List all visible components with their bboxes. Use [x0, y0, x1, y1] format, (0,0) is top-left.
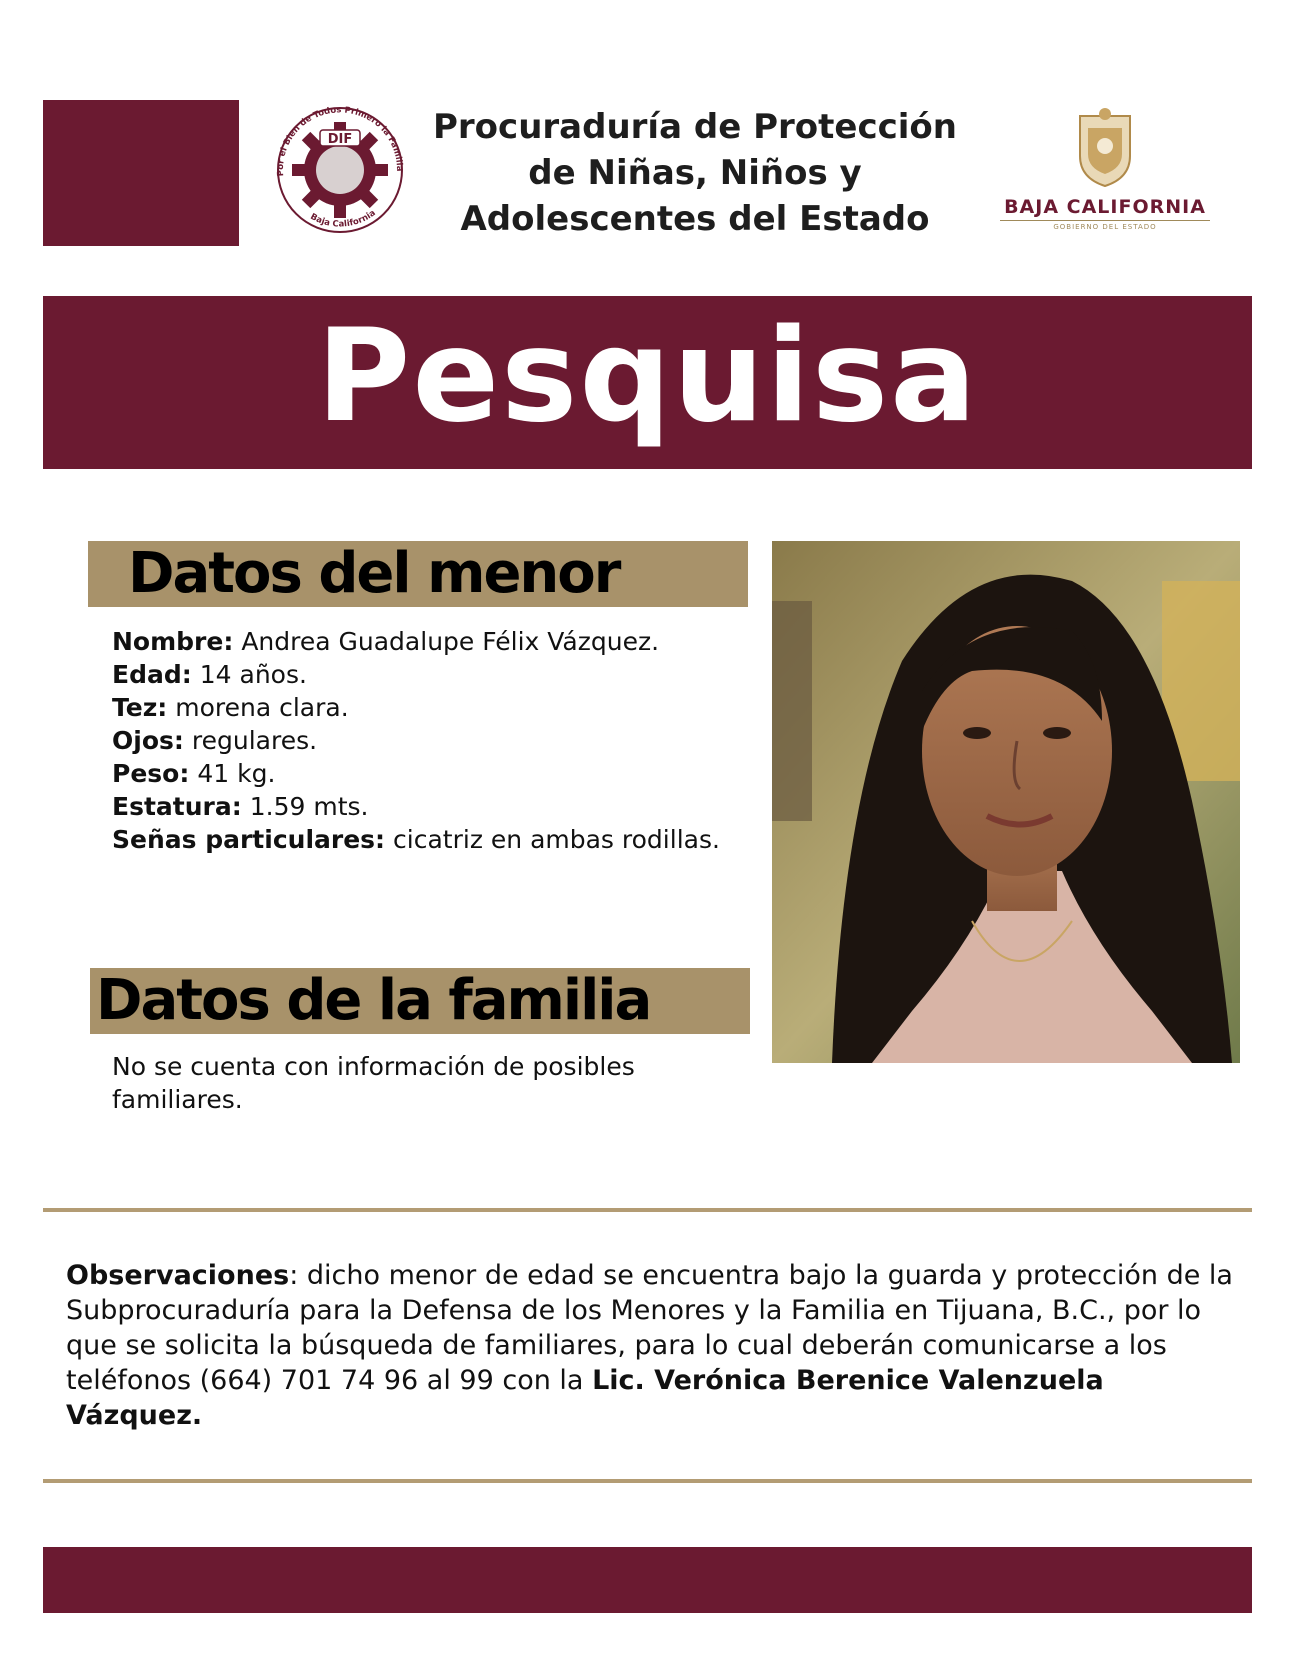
- state-shield-icon: [1070, 106, 1140, 190]
- dif-center-text: DIF: [327, 132, 353, 147]
- divider-bottom: [43, 1479, 1252, 1483]
- header-title-line-1: Procuraduría de Protección: [433, 107, 957, 147]
- detail-value: 1.59 mts.: [249, 792, 369, 821]
- observaciones-label: Observaciones: [66, 1260, 290, 1291]
- observaciones-paragraph: [66, 1258, 1246, 1433]
- footer-bar: [43, 1547, 1252, 1613]
- detail-label: Peso:: [112, 759, 190, 788]
- detail-label: Nombre:: [112, 627, 234, 656]
- dif-logo: [270, 100, 410, 240]
- detail-row-edad: [112, 658, 732, 691]
- menor-details: [112, 625, 732, 856]
- detail-row-senas: [112, 823, 732, 856]
- divider-top: [43, 1208, 1252, 1212]
- dif-ring-text: Por el Bien de Todos Primero la Familia: [275, 105, 405, 177]
- state-subtitle: GOBIERNO DEL ESTADO: [1000, 220, 1210, 231]
- observaciones-contact: Lic. Verónica Berenice Valenzuela Vázquez.: [66, 1365, 1104, 1431]
- detail-value: cicatriz en ambas rodillas.: [393, 825, 720, 854]
- detail-row-nombre: [112, 625, 732, 658]
- detail-label: Señas particulares:: [112, 825, 386, 854]
- observaciones-text: : dicho menor de edad se encuentra bajo la guarda y protección de la Subprocuraduría para la Defensa de los Menores y la Familia en Tijuana, B.C., por lo que se solicita la búsqueda de familiares, para lo cual deberán comunicarse a los teléfonos (664) 701 74 96 al 99 con la: [66, 1260, 1233, 1396]
- header-title-line-2: de Niñas, Niños y: [528, 153, 862, 193]
- detail-label: Ojos:: [112, 726, 184, 755]
- detail-label: Estatura:: [112, 792, 242, 821]
- detail-label: Tez:: [112, 693, 168, 722]
- header-color-block: [43, 100, 239, 246]
- detail-value: 14 años.: [199, 660, 307, 689]
- missing-person-photo: [772, 541, 1240, 1063]
- detail-value: 41 kg.: [197, 759, 276, 788]
- detail-value: morena clara.: [175, 693, 349, 722]
- detail-value: Andrea Guadalupe Félix Vázquez.: [241, 627, 660, 656]
- menor-heading: Datos del menor: [88, 541, 748, 607]
- portrait-placeholder: [772, 541, 1240, 1063]
- title-banner: [43, 296, 1252, 469]
- detail-row-estatura: [112, 790, 732, 823]
- familia-text: No se cuenta con información de posibles familiares.: [112, 1052, 635, 1114]
- detail-value: regulares.: [191, 726, 318, 755]
- banner-title: Pesquisa: [316, 302, 979, 451]
- detail-label: Edad:: [112, 660, 192, 689]
- familia-heading: Datos de la familia: [90, 968, 750, 1034]
- dif-gear-icon: [270, 100, 410, 240]
- detail-row-peso: [112, 757, 732, 790]
- state-name: BAJA CALIFORNIA: [1004, 196, 1206, 218]
- detail-row-ojos: [112, 724, 732, 757]
- dif-bottom-text: Baja California: [308, 208, 378, 230]
- header-title: [410, 104, 980, 242]
- header-title-line-3: Adolescentes del Estado: [460, 199, 930, 239]
- baja-california-logo: [990, 100, 1220, 240]
- detail-row-tez: [112, 691, 732, 724]
